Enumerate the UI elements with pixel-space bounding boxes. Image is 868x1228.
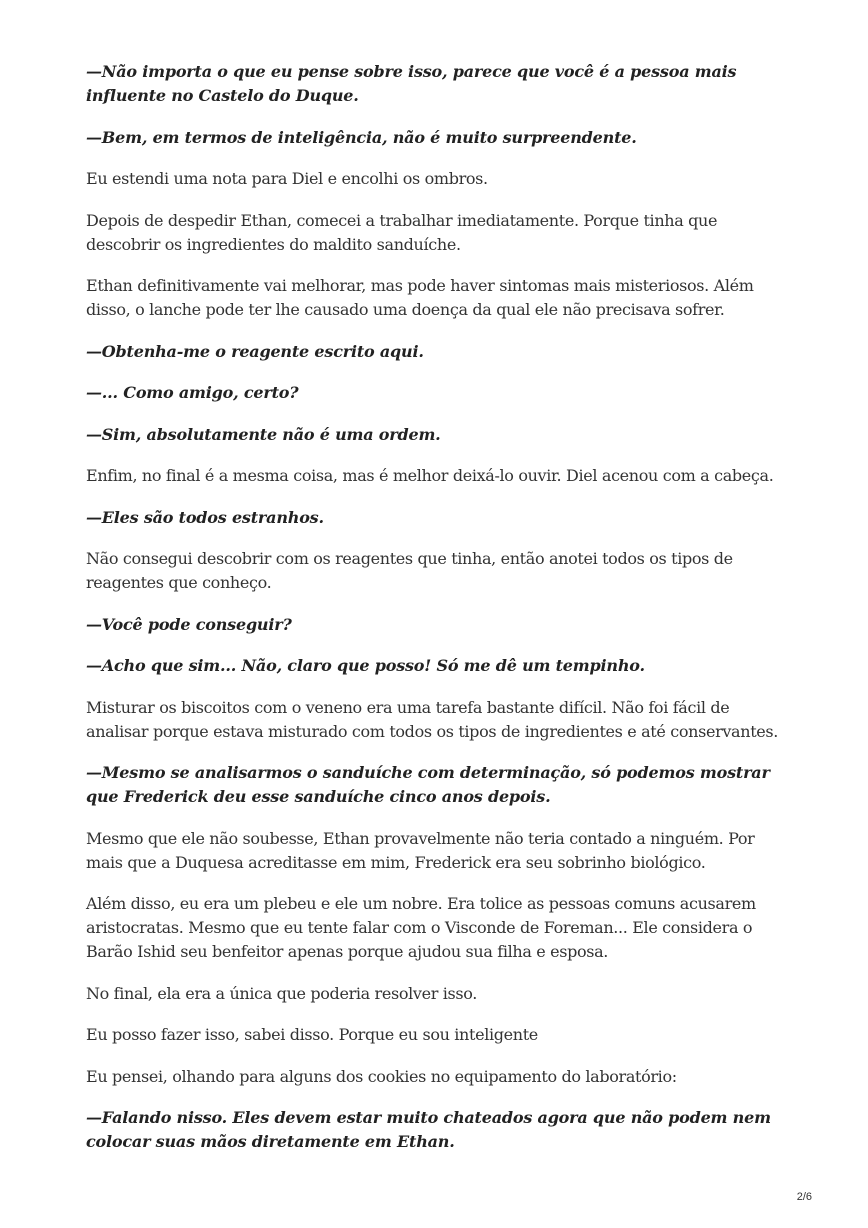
paragraph: Ethan definitivamente vai melhorar, mas pode haver sintomas mais misteriosos. Além disso, o lanche pode ter lhe causado uma doença da qual ele não precisava sofrer. [86, 276, 754, 319]
paragraph: Eu estendi uma nota para Diel e encolhi os ombros. [86, 169, 488, 188]
paragraph-dialog: —Bem, em termos de inteligência, não é muito surpreendente. [86, 127, 637, 147]
paragraph: Eu pensei, olhando para alguns dos cookies no equipamento do laboratório: [86, 1066, 677, 1086]
paragraph-dialog: —Não importa o que eu pense sobre isso, parece que você é a pessoa mais influente no Castelo do Duque. [86, 62, 737, 105]
paragraph: Misturar os biscoitos com o veneno era uma tarefa bastante difícil. Não foi fácil de analisar porque estava misturado com todos os tipos de ingredientes e até conservantes. [86, 697, 778, 741]
paragraph: Enfim, no final é a mesma coisa, mas é melhor deixá-lo ouvir. Diel acenou com a cabeça. [86, 466, 774, 485]
paragraph: Eu posso fazer isso, sabei disso. Porque eu sou inteligente [86, 1025, 538, 1044]
paragraph-dialog: —Mesmo se analisarmos o sanduíche com determinação, só podemos mostrar que Frederick deu esse sanduíche cinco anos depois. [86, 763, 770, 806]
paragraph-dialog: —Falando nisso. Eles devem estar muito chateados agora que não podem nem colocar suas mãos diretamente em Ethan. [86, 1108, 771, 1151]
paragraph-dialog: —Acho que sim... Não, claro que posso! Só me dê um tempinho. [86, 656, 645, 675]
page-number: 2/6 [796, 1191, 812, 1203]
paragraph-dialog: —Sim, absolutamente não é uma ordem. [86, 424, 441, 444]
paragraph: Não consegui descobrir com os reagentes que tinha, então anotei todos os tipos de reagentes que conheço. [86, 549, 733, 592]
paragraph-dialog: —... Como amigo, certo? [86, 383, 299, 402]
paragraph: No final, ela era a única que poderia resolver isso. [86, 983, 477, 1003]
paragraph-dialog: —Obtenha-me o reagente escrito aqui. [86, 341, 424, 361]
paragraph: Depois de despedir Ethan, comecei a trabalhar imediatamente. Porque tinha que descobrir os ingredientes do maldito sanduíche. [86, 210, 718, 254]
paragraph: Além disso, eu era um plebeu e ele um nobre. Era tolice as pessoas comuns acusarem aristocratas. Mesmo que eu tente falar com o Visconde de Foreman... Ele considera o Barão Ishid seu benfeitor apenas porque ajudou sua filha e esposa. [86, 894, 756, 961]
paragraph-dialog: —Eles são todos estranhos. [86, 507, 324, 527]
paragraph-dialog: —Você pode conseguir? [86, 614, 292, 634]
document-body [86, 60, 778, 1172]
paragraph: Mesmo que ele não soubesse, Ethan provavelmente não teria contado a ninguém. Por mais que a Duquesa acreditasse em mim, Frederick era seu sobrinho biológico. [86, 828, 755, 872]
